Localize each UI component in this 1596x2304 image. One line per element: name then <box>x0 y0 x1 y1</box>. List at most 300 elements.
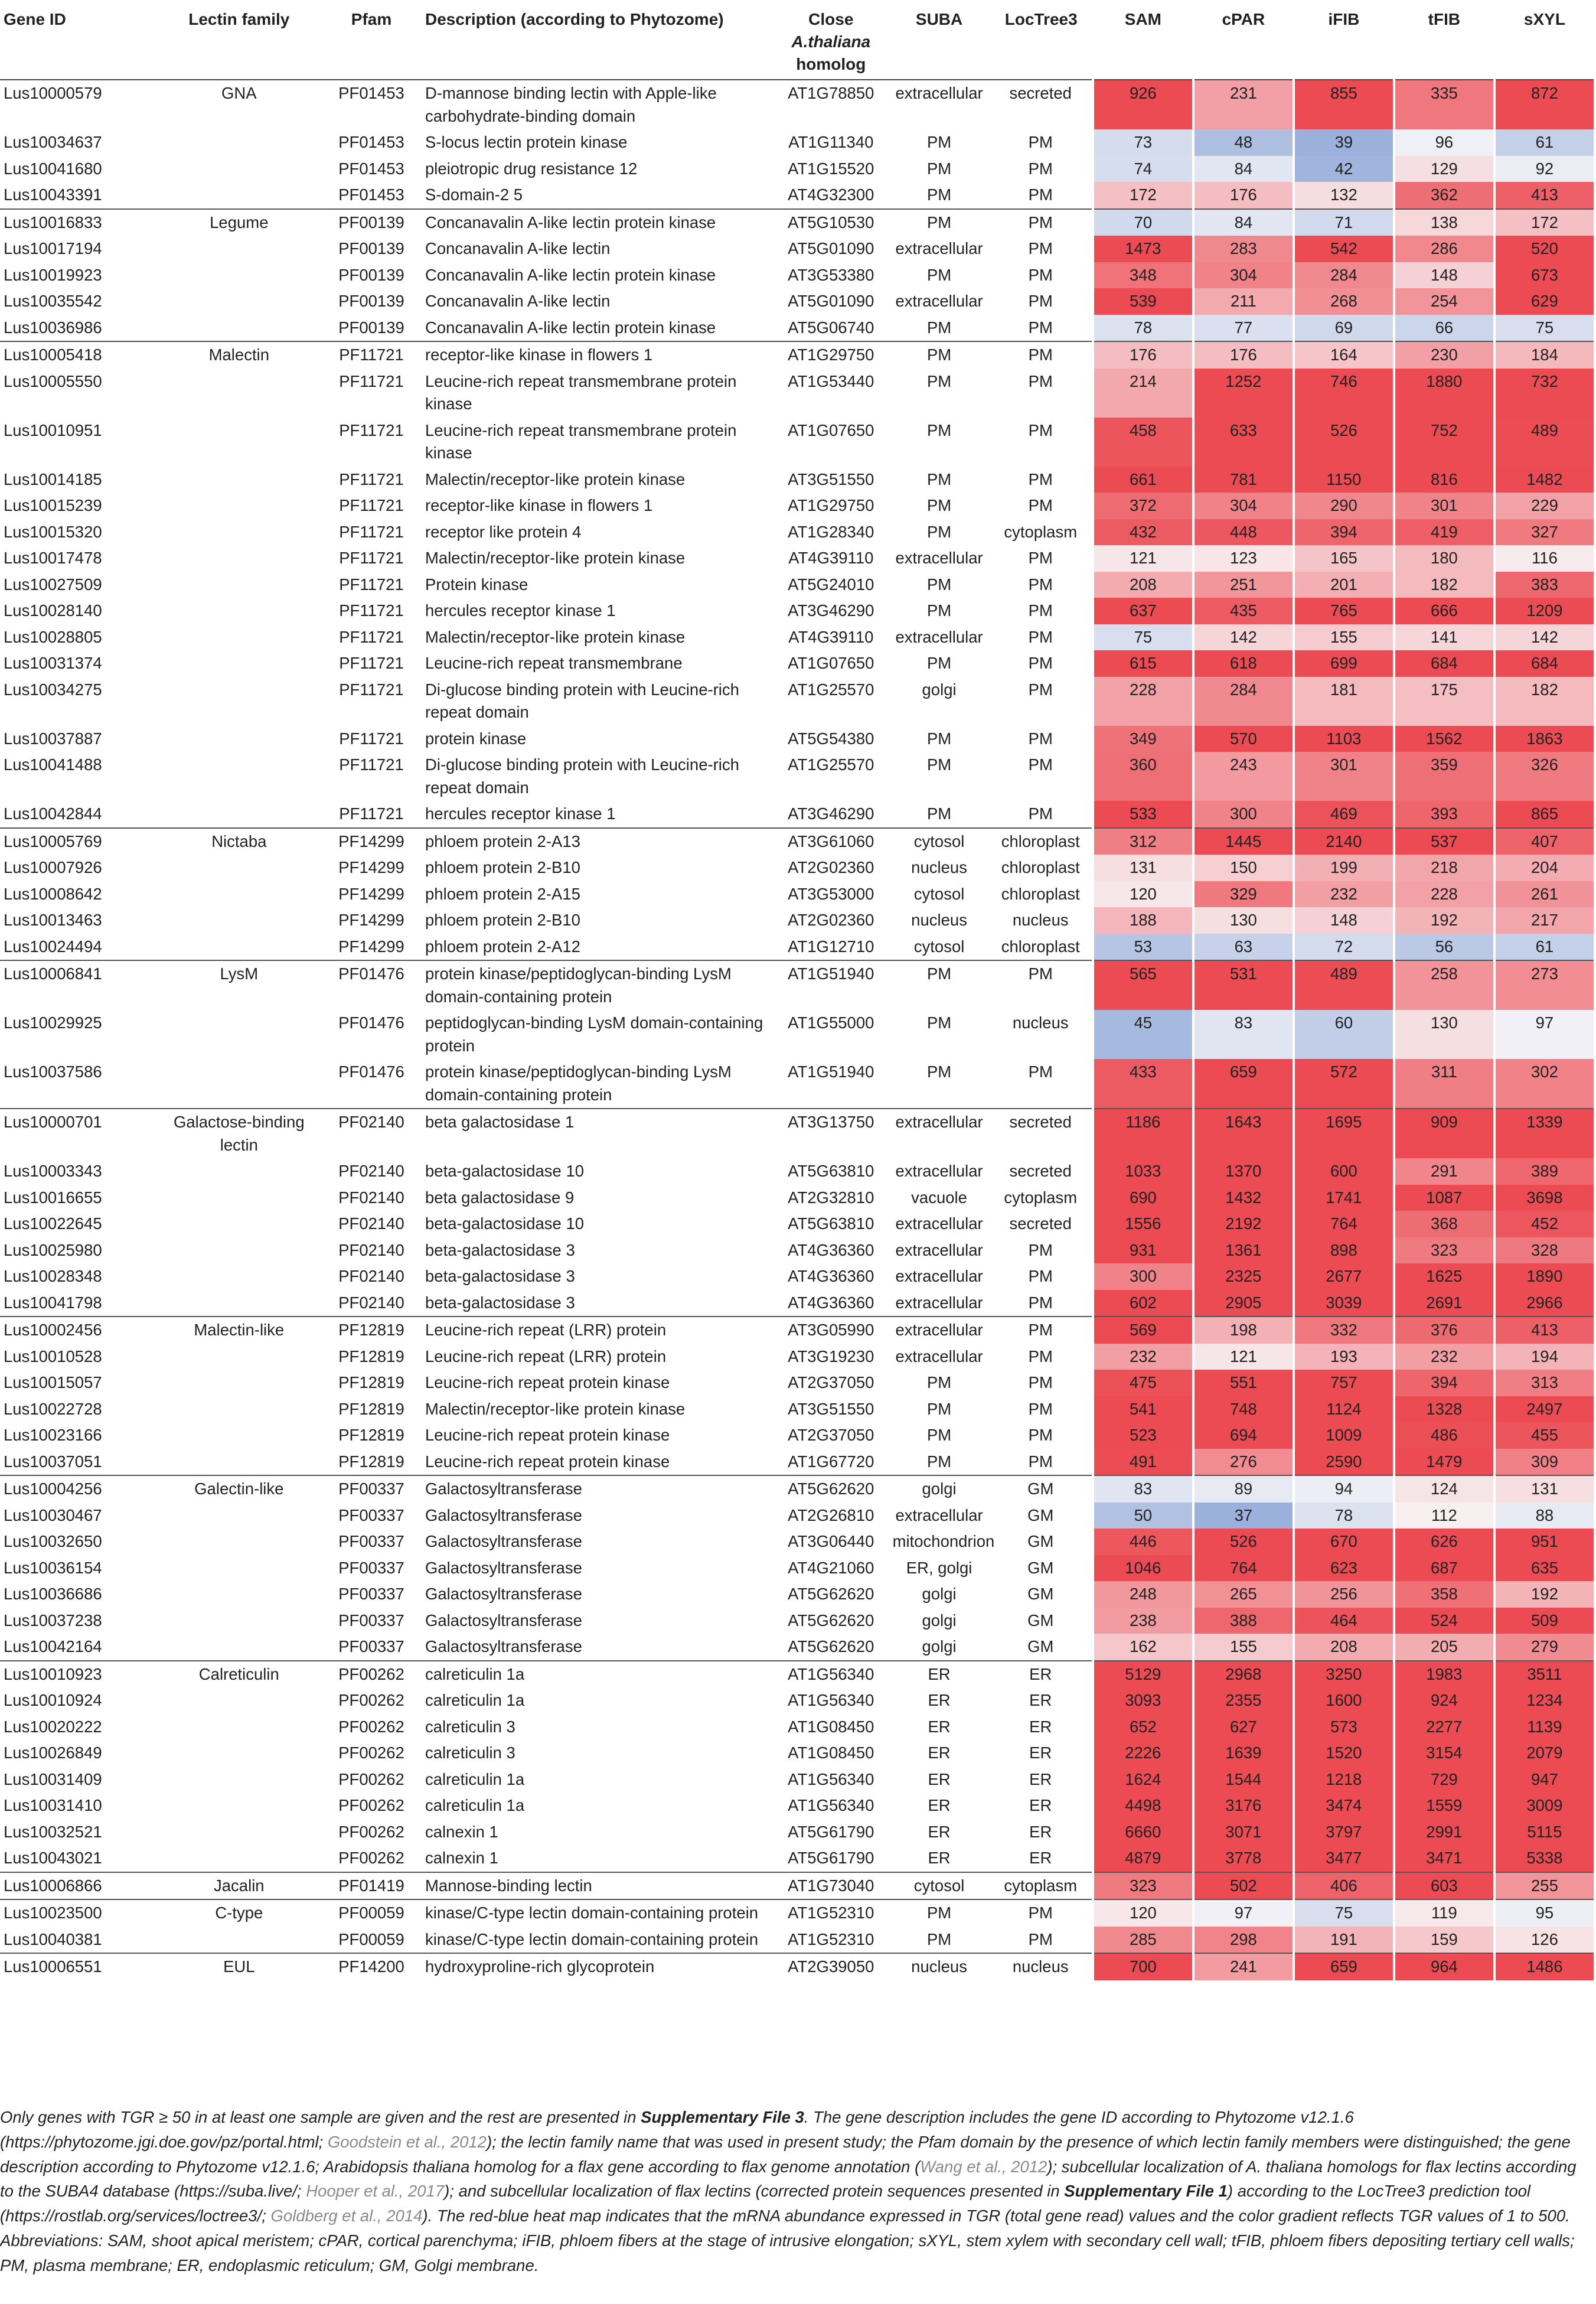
pfam-cell: PF11721 <box>339 575 404 594</box>
table-row <box>0 262 1595 289</box>
gene-id-cell: Lus10022645 <box>4 1214 102 1233</box>
homolog-cell: AT4G21060 <box>788 1558 874 1577</box>
header-homolog-line3: homolog <box>796 55 866 74</box>
tfib-value-cell: 358 <box>1394 1581 1494 1608</box>
loctree-cell: PM <box>1028 1426 1053 1445</box>
loctree-cell: GM <box>1027 1585 1054 1604</box>
gene-id-cell: Lus10043391 <box>4 185 102 204</box>
suba-cell: cytosol <box>913 937 965 956</box>
cpar-value-cell: 2905 <box>1193 1290 1294 1317</box>
pfam-cell: PF11721 <box>321 341 422 369</box>
suba-cell: extracellular <box>895 1347 983 1366</box>
suba-cell: ER <box>928 1849 951 1868</box>
description-cell: beta-galactosidase 3 <box>425 1293 575 1312</box>
ifib-value-cell: 1150 <box>1294 467 1394 493</box>
sam-value-cell: 433 <box>1093 1059 1193 1109</box>
homolog-cell: AT3G61060 <box>773 828 889 855</box>
table-body <box>0 80 1595 1980</box>
homolog-cell: AT1G73040 <box>773 1872 889 1900</box>
description-cell: beta-galactosidase 10 <box>425 1214 585 1233</box>
lectin-family-cell <box>157 1237 321 1264</box>
suba-cell: PM <box>926 1930 952 1948</box>
tfib-value-cell: 393 <box>1394 801 1494 828</box>
ifib-value-cell: 78 <box>1294 1503 1394 1529</box>
ifib-value-cell: 855 <box>1294 80 1394 129</box>
tfib-value-cell: 362 <box>1394 182 1494 209</box>
sam-value-cell: 300 <box>1093 1263 1193 1290</box>
sxyl-value-cell: 865 <box>1494 801 1595 828</box>
pfam-cell: PF01453 <box>338 159 404 178</box>
gene-id-cell: Lus10004256 <box>0 1475 157 1503</box>
sam-value-cell: 565 <box>1093 960 1193 1010</box>
table-row <box>0 855 1595 881</box>
footnote-text: . The gene description includes the gene ID according to Phytozome v12.1.6 (https://phytozome.jgi.doe.gov/pz/portal.html; <box>0 2108 1354 2151</box>
header-homolog-line2: A.thaliana <box>791 32 871 51</box>
homolog-cell: AT4G36360 <box>788 1240 874 1259</box>
table-row <box>0 801 1595 828</box>
pfam-cell: PF12819 <box>338 1399 404 1418</box>
cpar-value-cell: 48 <box>1193 129 1294 156</box>
table-row <box>0 1503 1595 1529</box>
cpar-value-cell: 304 <box>1193 262 1294 289</box>
pfam-cell: PF12819 <box>338 1452 404 1471</box>
lectin-family-cell <box>157 1714 321 1741</box>
loctree-cell: PM <box>1028 680 1053 699</box>
table-row <box>0 1661 1595 1688</box>
lectin-family-cell <box>157 1422 321 1449</box>
lectin-family-cell <box>157 1158 321 1185</box>
lectin-family-cell <box>157 418 321 467</box>
description-cell: S-domain-2 5 <box>425 185 523 204</box>
pfam-cell: PF11721 <box>339 680 404 699</box>
homolog-cell: AT2G37050 <box>788 1426 874 1445</box>
loctree-cell: PM <box>1028 496 1053 515</box>
gene-id-cell: Lus10043021 <box>4 1849 102 1868</box>
ifib-value-cell: 2677 <box>1294 1263 1394 1290</box>
tfib-value-cell: 159 <box>1394 1927 1494 1954</box>
sam-value-cell: 2226 <box>1093 1740 1193 1767</box>
cpar-value-cell: 251 <box>1193 572 1294 598</box>
ifib-value-cell: 1741 <box>1294 1185 1394 1211</box>
description-cell: phloem protein 2-A15 <box>425 884 580 903</box>
homolog-cell: AT4G36360 <box>788 1293 874 1312</box>
ifib-value-cell: 469 <box>1294 801 1394 828</box>
tfib-value-cell: 119 <box>1394 1899 1494 1927</box>
lectin-family-cell <box>157 156 321 183</box>
pfam-cell: PF11721 <box>339 549 404 568</box>
table-row <box>0 1344 1595 1370</box>
table-row <box>0 1899 1595 1927</box>
ifib-value-cell: 670 <box>1294 1529 1394 1555</box>
cpar-value-cell: 176 <box>1193 341 1294 369</box>
gene-id-cell: Lus10036686 <box>4 1585 102 1604</box>
description-cell: Concanavalin A-like lectin protein kinase <box>425 265 716 284</box>
suba-cell: PM <box>926 804 952 823</box>
description-cell: receptor-like kinase in flowers 1 <box>425 496 653 515</box>
loctree-cell: ER <box>1029 1744 1052 1762</box>
ifib-value-cell: 573 <box>1294 1714 1394 1741</box>
sam-value-cell: 176 <box>1093 341 1193 369</box>
gene-id-cell: Lus10037887 <box>4 729 102 748</box>
header-homolog <box>773 0 889 80</box>
lectin-family-cell <box>157 1449 321 1476</box>
tfib-value-cell: 359 <box>1394 752 1494 801</box>
description-cell: calreticulin 3 <box>425 1717 515 1736</box>
ifib-value-cell: 3474 <box>1294 1793 1394 1819</box>
suba-cell: PM <box>926 1014 952 1032</box>
gene-id-cell: Lus10025980 <box>4 1240 102 1259</box>
homolog-cell: AT5G24010 <box>788 575 874 594</box>
ifib-value-cell: 193 <box>1294 1344 1394 1370</box>
loctree-cell: PM <box>990 1316 1093 1344</box>
table-row <box>0 209 1595 236</box>
homolog-cell: AT1G56340 <box>773 1661 889 1688</box>
gene-id-cell: Lus10034275 <box>4 680 102 699</box>
loctree-cell: nucleus <box>1012 1014 1069 1032</box>
homolog-cell: AT1G07650 <box>788 421 874 439</box>
table-row <box>0 1316 1595 1344</box>
lectin-family-cell <box>157 1555 321 1582</box>
description-cell: Galactosyltransferase <box>425 1532 582 1551</box>
sam-value-cell: 120 <box>1093 881 1193 908</box>
ifib-value-cell: 181 <box>1294 677 1394 726</box>
ifib-value-cell: 757 <box>1294 1370 1394 1396</box>
loctree-cell: secreted <box>1009 1214 1072 1233</box>
loctree-cell: PM <box>1028 421 1053 439</box>
description-cell: calreticulin 3 <box>425 1744 515 1762</box>
description-cell: Leucine-rich repeat transmembrane <box>425 654 683 673</box>
loctree-cell: PM <box>990 209 1093 236</box>
table-row <box>0 493 1595 519</box>
sam-value-cell: 45 <box>1093 1010 1193 1059</box>
ifib-value-cell: 1009 <box>1294 1422 1394 1449</box>
cpar-value-cell: 283 <box>1193 236 1294 262</box>
gene-id-cell: Lus10020222 <box>4 1717 102 1736</box>
lectin-family-cell <box>157 650 321 677</box>
table-row <box>0 1237 1595 1264</box>
table-row <box>0 624 1595 651</box>
description-cell: beta-galactosidase 10 <box>425 1162 585 1181</box>
sam-value-cell: 188 <box>1093 907 1193 934</box>
cpar-value-cell: 304 <box>1193 493 1294 519</box>
loctree-cell: PM <box>990 341 1093 369</box>
gene-id-cell: Lus10037586 <box>4 1063 102 1081</box>
pfam-cell: PF00139 <box>338 292 404 311</box>
loctree-cell: chloroplast <box>990 828 1093 855</box>
sxyl-value-cell: 116 <box>1494 545 1595 572</box>
suba-cell: PM <box>926 421 952 439</box>
gene-id-cell: Lus10041680 <box>4 159 102 178</box>
loctree-cell: ER <box>1029 1769 1052 1788</box>
ifib-value-cell: 132 <box>1294 182 1394 209</box>
sam-value-cell: 475 <box>1093 1370 1193 1396</box>
pfam-cell: PF14299 <box>338 858 404 877</box>
sam-value-cell: 652 <box>1093 1714 1193 1741</box>
gene-id-cell: Lus10008642 <box>4 884 102 903</box>
suba-cell: PM <box>926 1452 952 1471</box>
homolog-cell: AT5G62620 <box>788 1637 874 1656</box>
ifib-value-cell: 3250 <box>1294 1661 1394 1688</box>
tfib-value-cell: 192 <box>1394 907 1494 934</box>
sam-value-cell: 569 <box>1093 1316 1193 1344</box>
sxyl-value-cell: 184 <box>1494 341 1595 369</box>
description-cell: calnexin 1 <box>425 1822 498 1841</box>
tfib-value-cell: 3471 <box>1394 1845 1494 1872</box>
gene-id-cell: Lus10000579 <box>0 80 157 129</box>
sxyl-value-cell: 97 <box>1494 1010 1595 1059</box>
sxyl-value-cell: 182 <box>1494 677 1595 726</box>
sxyl-value-cell: 2966 <box>1494 1290 1595 1317</box>
tfib-value-cell: 112 <box>1394 1503 1494 1529</box>
ifib-value-cell: 72 <box>1294 934 1394 961</box>
sam-value-cell: 74 <box>1093 156 1193 183</box>
description-cell: calreticulin 1a <box>425 1796 525 1815</box>
lectin-family-cell <box>157 624 321 651</box>
cpar-value-cell: 63 <box>1193 934 1294 961</box>
sam-value-cell: 208 <box>1093 572 1193 598</box>
loctree-cell: GM <box>1027 1558 1054 1577</box>
sam-value-cell: 700 <box>1093 1953 1193 1980</box>
footnote-text: ); subcellular localization of A. thaliana homologs for flax lectins according to the SUBA4 database (https://suba.live/; <box>0 2157 1577 2201</box>
cpar-value-cell: 3071 <box>1193 1819 1294 1846</box>
pfam-cell: PF00337 <box>338 1505 404 1524</box>
sxyl-value-cell: 1890 <box>1494 1263 1595 1290</box>
loctree-cell: PM <box>1028 755 1053 774</box>
header-pfam: Pfam <box>321 0 422 80</box>
suba-cell: golgi <box>922 1611 957 1630</box>
tfib-value-cell: 603 <box>1394 1872 1494 1900</box>
table-row <box>0 1555 1595 1582</box>
sam-value-cell: 432 <box>1093 519 1193 546</box>
table-row <box>0 80 1595 129</box>
suba-cell: PM <box>926 496 952 515</box>
homolog-cell: AT2G02360 <box>788 858 874 877</box>
homolog-cell: AT1G11340 <box>788 133 874 152</box>
tfib-value-cell: 394 <box>1394 1370 1494 1396</box>
ifib-value-cell: 394 <box>1294 519 1394 546</box>
cpar-value-cell: 448 <box>1193 519 1294 546</box>
gene-id-cell: Lus10029925 <box>4 1014 102 1032</box>
sam-value-cell: 131 <box>1093 855 1193 881</box>
homolog-cell: AT1G51940 <box>773 960 889 1010</box>
cpar-value-cell: 298 <box>1193 1927 1294 1954</box>
table-row <box>0 156 1595 183</box>
sxyl-value-cell: 455 <box>1494 1422 1595 1449</box>
cpar-value-cell: 1252 <box>1193 369 1294 418</box>
gene-id-cell: Lus10022728 <box>4 1399 102 1418</box>
loctree-cell: PM <box>1028 549 1053 568</box>
table-row <box>0 182 1595 209</box>
footnote-text: Only genes with TGR ≥ 50 in at least one sample are given and the rest are presented in <box>0 2108 641 2126</box>
homolog-cell: AT3G46290 <box>788 601 874 620</box>
homolog-cell: AT5G62620 <box>773 1475 889 1503</box>
description-cell: kinase/C-type lectin domain-containing protein <box>425 1930 759 1948</box>
sam-value-cell: 172 <box>1093 182 1193 209</box>
pfam-cell: PF11721 <box>339 729 404 748</box>
suba-cell: extracellular <box>889 1109 990 1158</box>
sam-value-cell: 162 <box>1093 1634 1193 1661</box>
table-row <box>0 572 1595 598</box>
homolog-cell: AT3G13750 <box>773 1109 889 1158</box>
description-cell: calnexin 1 <box>425 1849 498 1868</box>
homolog-cell: AT1G25570 <box>788 680 874 699</box>
loctree-cell: PM <box>1028 1267 1053 1286</box>
description-cell: Leucine-rich repeat transmembrane protein kinase <box>425 371 737 413</box>
lectin-family-cell <box>157 545 321 572</box>
loctree-cell: PM <box>1028 1930 1053 1948</box>
pfam-cell: PF12819 <box>321 1316 422 1344</box>
sam-value-cell: 3093 <box>1093 1687 1193 1714</box>
pfam-cell: PF14299 <box>338 937 404 956</box>
gene-id-cell: Lus10010528 <box>4 1347 102 1366</box>
cpar-value-cell: 83 <box>1193 1010 1294 1059</box>
gene-id-cell: Lus10031374 <box>4 654 102 673</box>
cpar-value-cell: 265 <box>1193 1581 1294 1608</box>
description-cell: protein kinase/peptidoglycan-binding LysM domain-containing protein <box>422 960 773 1010</box>
loctree-cell: PM <box>1028 1240 1053 1259</box>
pfam-cell: PF02140 <box>321 1109 422 1158</box>
lectin-family-cell <box>157 677 321 726</box>
loctree-cell: PM <box>1028 804 1053 823</box>
loctree-cell: nucleus <box>1012 911 1069 930</box>
gene-id-cell: Lus10034637 <box>4 133 102 152</box>
loctree-cell: PM <box>990 960 1093 1010</box>
gene-id-cell: Lus10023500 <box>0 1899 157 1927</box>
sxyl-value-cell: 326 <box>1494 752 1595 801</box>
pfam-cell: PF11721 <box>339 627 404 646</box>
pfam-cell: PF11721 <box>339 755 404 774</box>
sam-value-cell: 70 <box>1093 209 1193 236</box>
description-cell: Concanavalin A-like lectin protein kinase <box>422 209 773 236</box>
ifib-value-cell: 42 <box>1294 156 1394 183</box>
cpar-value-cell: 618 <box>1193 650 1294 677</box>
sxyl-value-cell: 635 <box>1494 1555 1595 1582</box>
pfam-cell: PF11721 <box>339 654 404 673</box>
table-row <box>0 1608 1595 1634</box>
ifib-value-cell: 699 <box>1294 650 1394 677</box>
gene-id-cell: Lus10024494 <box>4 937 102 956</box>
suba-cell: vacuole <box>911 1188 967 1207</box>
footnote-text: ). The red-blue heat map indicates that the mRNA abundance expressed in TGR (total gene read) values and the color gradient reflects TGR values of 1 to 500. Abbreviations: SAM, shoot apical meristem; cPAR, cortical parenchyma; iFIB, phloem fibers at the stage of intrusive elongation; sXYL, stem xylem with secondary cell wall; tFIB, phloem fibers depositing tertiary cell walls; PM, plasma membrane; ER, endoplasmic reticulum; GM, Golgi membrane. <box>0 2207 1575 2274</box>
gene-id-cell: Lus10000701 <box>0 1109 157 1158</box>
pfam-cell: PF02140 <box>338 1214 404 1233</box>
tfib-value-cell: 2691 <box>1394 1290 1494 1317</box>
lectin-family-cell: GNA <box>157 80 321 129</box>
tfib-value-cell: 230 <box>1394 341 1494 369</box>
pfam-cell: PF11721 <box>339 371 404 390</box>
suba-cell: mitochondrion <box>892 1532 995 1551</box>
tfib-value-cell: 130 <box>1394 1010 1494 1059</box>
suba-cell: PM <box>926 755 952 774</box>
table-row <box>0 1370 1595 1396</box>
gene-id-cell: Lus10031409 <box>4 1769 102 1788</box>
tfib-value-cell: 228 <box>1394 881 1494 908</box>
lectin-family-cell <box>157 1819 321 1846</box>
tfib-value-cell: 1562 <box>1394 726 1494 752</box>
ifib-value-cell: 71 <box>1294 209 1394 236</box>
sxyl-value-cell: 947 <box>1494 1767 1595 1793</box>
homolog-cell: AT1G56340 <box>788 1691 874 1710</box>
lectin-family-cell <box>157 1344 321 1370</box>
gene-id-cell: Lus10003343 <box>4 1162 102 1181</box>
tfib-value-cell: 182 <box>1394 572 1494 598</box>
homolog-cell: AT3G05990 <box>773 1316 889 1344</box>
tfib-value-cell: 964 <box>1394 1953 1494 1980</box>
cpar-value-cell: 155 <box>1193 1634 1294 1661</box>
lectin-family-cell <box>157 1503 321 1529</box>
ifib-value-cell: 1103 <box>1294 726 1394 752</box>
pfam-cell: PF12819 <box>338 1347 404 1366</box>
tfib-value-cell: 129 <box>1394 156 1494 183</box>
homolog-cell: AT3G06440 <box>788 1532 874 1551</box>
suba-cell: extracellular <box>889 80 990 129</box>
footnote-citation: Hooper et al., 2017 <box>306 2182 445 2201</box>
sxyl-value-cell: 383 <box>1494 572 1595 598</box>
cpar-value-cell: 659 <box>1193 1059 1294 1109</box>
homolog-cell: AT4G39110 <box>788 549 874 568</box>
homolog-cell: AT2G02360 <box>788 911 874 930</box>
sxyl-value-cell: 217 <box>1494 907 1595 934</box>
suba-cell: PM <box>889 960 990 1010</box>
table-row <box>0 1290 1595 1317</box>
sam-value-cell: 1624 <box>1093 1767 1193 1793</box>
pfam-cell: PF12819 <box>338 1426 404 1445</box>
pfam-cell: PF02140 <box>338 1188 404 1207</box>
homolog-cell: AT1G25570 <box>788 755 874 774</box>
suba-cell: PM <box>926 654 952 673</box>
tfib-value-cell: 141 <box>1394 624 1494 651</box>
cpar-value-cell: 633 <box>1193 418 1294 467</box>
sam-value-cell: 372 <box>1093 493 1193 519</box>
lectin-family-cell <box>157 726 321 752</box>
loctree-cell: PM <box>1028 318 1053 337</box>
ifib-value-cell: 148 <box>1294 907 1394 934</box>
sam-value-cell: 1046 <box>1093 1555 1193 1582</box>
sxyl-value-cell: 255 <box>1494 1872 1595 1900</box>
description-cell: kinase/C-type lectin domain-containing protein <box>422 1899 773 1927</box>
pfam-cell: PF00337 <box>338 1558 404 1577</box>
sam-value-cell: 446 <box>1093 1529 1193 1555</box>
description-cell: Galactosyltransferase <box>425 1585 582 1604</box>
lectin-family-cell: Galectin-like <box>157 1475 321 1503</box>
gene-id-cell: Lus10017478 <box>4 549 102 568</box>
header-description: Description (according to Phytozome) <box>422 0 773 80</box>
sxyl-value-cell: 1139 <box>1494 1714 1595 1741</box>
header-tfib: tFIB <box>1394 0 1494 80</box>
tfib-value-cell: 687 <box>1394 1555 1494 1582</box>
sam-value-cell: 349 <box>1093 726 1193 752</box>
homolog-cell: AT3G46290 <box>788 804 874 823</box>
description-cell: Leucine-rich repeat transmembrane protein kinase <box>425 421 737 462</box>
lectin-family-cell: Nictaba <box>157 828 321 855</box>
loctree-cell: ER <box>990 1661 1093 1688</box>
suba-cell: PM <box>926 185 952 204</box>
ifib-value-cell: 1695 <box>1294 1109 1394 1158</box>
suba-cell: PM <box>926 265 952 284</box>
pfam-cell: PF11721 <box>339 601 404 620</box>
sxyl-value-cell: 172 <box>1494 209 1595 236</box>
cpar-value-cell: 526 <box>1193 1529 1294 1555</box>
suba-cell: nucleus <box>911 911 967 930</box>
tfib-value-cell: 1479 <box>1394 1449 1494 1476</box>
loctree-cell: ER <box>1029 1796 1052 1815</box>
loctree-cell: PM <box>1028 654 1053 673</box>
gene-id-cell: Lus10017194 <box>4 239 102 258</box>
suba-cell: extracellular <box>895 1162 983 1181</box>
suba-cell: PM <box>926 470 952 488</box>
cpar-value-cell: 198 <box>1193 1316 1294 1344</box>
sam-value-cell: 637 <box>1093 598 1193 624</box>
